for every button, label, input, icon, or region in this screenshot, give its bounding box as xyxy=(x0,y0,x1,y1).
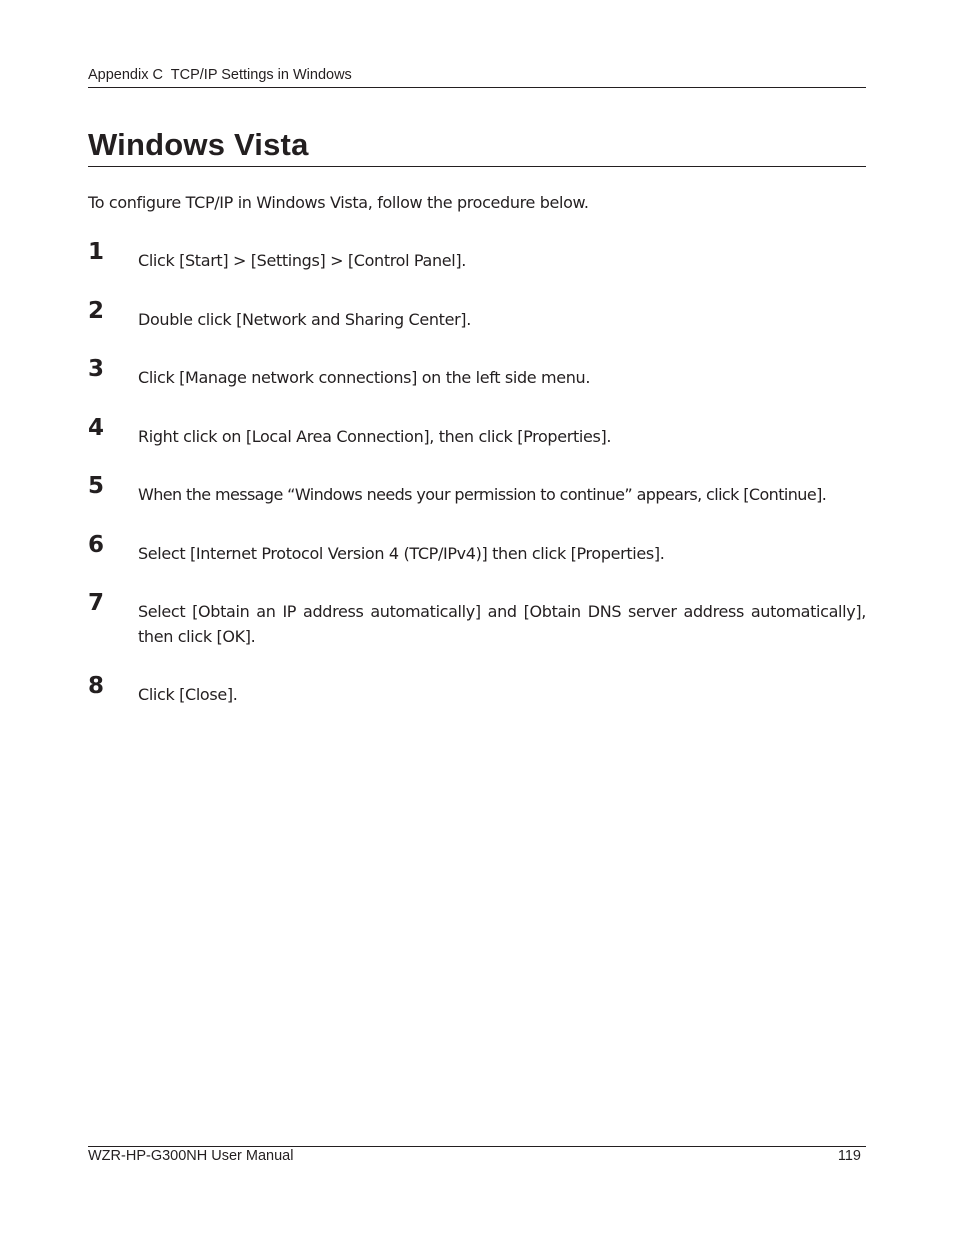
step-6 xyxy=(88,532,866,566)
step-number: 3 xyxy=(88,356,105,382)
step-4 xyxy=(88,415,866,449)
title-rule xyxy=(88,166,866,167)
step-number: 6 xyxy=(88,532,105,558)
step-text: Select [Obtain an IP address automatically] and [Obtain DNS server address automatically], then click [OK]. xyxy=(138,602,866,646)
page-title: Windows Vista xyxy=(88,127,309,162)
step-text: Click [Manage network connections] on the left side menu. xyxy=(138,368,591,387)
step-text: Double click [Network and Sharing Center]. xyxy=(138,310,471,329)
step-text: Right click on [Local Area Connection], then click [Properties]. xyxy=(138,427,612,446)
step-number: 5 xyxy=(88,473,105,499)
step-number: 7 xyxy=(88,590,105,616)
step-3 xyxy=(88,356,866,390)
header-rule xyxy=(88,87,866,88)
step-8 xyxy=(88,673,866,707)
intro-text: To configure TCP/IP in Windows Vista, follow the procedure below. xyxy=(88,193,589,212)
step-1 xyxy=(88,239,866,273)
step-number: 8 xyxy=(88,673,105,699)
step-text: Select [Internet Protocol Version 4 (TCP/IPv4)] then click [Properties]. xyxy=(138,544,665,563)
step-text: When the message “Windows needs your permission to continue” appears, click [Continue]. xyxy=(138,485,827,504)
step-number: 1 xyxy=(88,239,105,265)
step-number: 2 xyxy=(88,298,105,324)
step-text: Click [Close]. xyxy=(138,685,238,704)
page-number: 119 xyxy=(837,1148,861,1164)
step-5 xyxy=(88,473,866,507)
footer-rule xyxy=(88,1146,866,1147)
step-number: 4 xyxy=(88,415,105,441)
step-text: Click [Start] > [Settings] > [Control Panel]. xyxy=(138,251,466,270)
step-2 xyxy=(88,298,866,332)
running-header: Appendix C TCP/IP Settings in Windows xyxy=(88,67,352,83)
footer-manual-title: WZR-HP-G300NH User Manual xyxy=(88,1148,294,1164)
step-7 xyxy=(88,590,866,649)
